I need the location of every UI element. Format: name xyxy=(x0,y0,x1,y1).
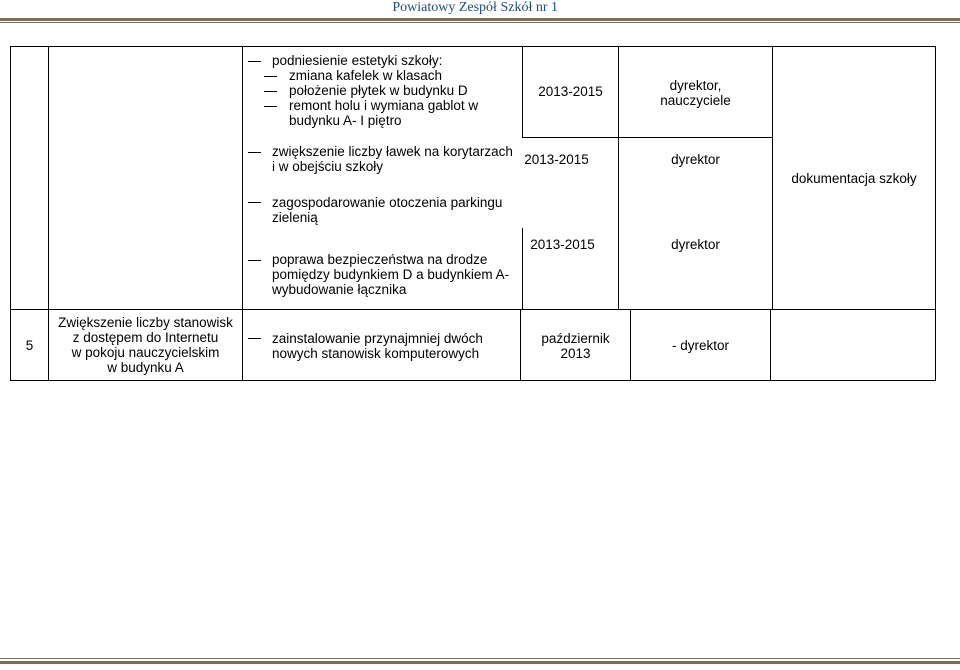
subtask-item: budynku A- I piętro xyxy=(289,113,402,128)
footer-rule-thick xyxy=(0,661,960,664)
task-line: pomiędzy budynkiem D a budynkiem A- xyxy=(272,267,510,282)
task-cell xyxy=(272,195,502,225)
col-border-2 xyxy=(242,46,243,381)
task-line: zagospodarowanie otoczenia parkingu xyxy=(272,195,503,210)
term-cell: 2013-2015 xyxy=(538,84,603,99)
sub-bullet-dash xyxy=(264,76,277,77)
bullet-dash xyxy=(248,202,261,203)
subtask-item: zmiana kafelek w klasach xyxy=(289,68,443,83)
responsible-line: dyrektor, xyxy=(669,78,722,93)
task-line: zainstalowanie przynajmniej dwóch xyxy=(272,331,483,346)
sub-bullet-dash xyxy=(264,91,277,92)
term-cell: 2013-2015 xyxy=(530,237,595,252)
goal-line: w budynku A xyxy=(107,360,184,375)
subtask-item: remont holu i wymiana gablot w xyxy=(289,98,479,113)
bullet-dash xyxy=(248,152,261,153)
goal-line: z dostępem do Internetu xyxy=(72,330,219,345)
task-line: zwiększenie liczby ławek na korytarzach xyxy=(272,144,513,159)
task-line: poprawa bezpieczeństwa na drodze xyxy=(272,252,488,267)
task-heading: podniesienie estetyki szkoły: xyxy=(272,53,443,68)
term-cell: 2013-2015 xyxy=(524,152,589,167)
page-header-title: Powiatowy Zespół Szkół nr 1 xyxy=(392,0,558,15)
table-border-top xyxy=(10,46,936,47)
task-cell xyxy=(272,331,483,361)
footer-rule-thin xyxy=(0,658,960,659)
responsible-cell: dyrektor xyxy=(671,152,720,167)
responsible-cell: dyrektor xyxy=(671,237,720,252)
bullet-dash xyxy=(248,338,261,339)
row-number: 5 xyxy=(25,338,34,353)
goal-line: w pokoju nauczycielskim xyxy=(71,345,220,360)
task-line: zielenią xyxy=(272,210,318,225)
term-row-separator xyxy=(522,137,772,138)
task-line: i w obejściu szkoły xyxy=(272,159,384,174)
responsible-cell: - dyrektor xyxy=(671,338,729,353)
term-cell xyxy=(521,331,630,361)
bullet-dash xyxy=(248,61,261,62)
responsible-line: nauczyciele xyxy=(660,93,731,108)
goal-cell xyxy=(49,315,242,375)
table-border-bottom xyxy=(10,380,936,381)
term-line: 2013 xyxy=(560,346,591,361)
row-separator xyxy=(10,309,936,310)
task-line: wybudowanie łącznika xyxy=(272,282,407,297)
row5-col-border-5 xyxy=(770,309,771,380)
term-line: październik xyxy=(541,331,610,346)
monitoring-cell: dokumentacja szkoły xyxy=(791,171,917,186)
task-cell xyxy=(272,144,513,174)
sub-bullet-dash xyxy=(264,106,277,107)
task-cell xyxy=(272,252,509,297)
col-border-right xyxy=(935,46,936,381)
subtask-item: położenie płytek w budynku D xyxy=(289,83,468,98)
bullet-dash xyxy=(248,260,261,261)
responsible-cell xyxy=(619,78,772,108)
goal-line: Zwiększenie liczby stanowisk xyxy=(58,315,233,330)
col-border-left xyxy=(10,46,11,381)
task-line: nowych stanowisk komputerowych xyxy=(272,346,480,361)
